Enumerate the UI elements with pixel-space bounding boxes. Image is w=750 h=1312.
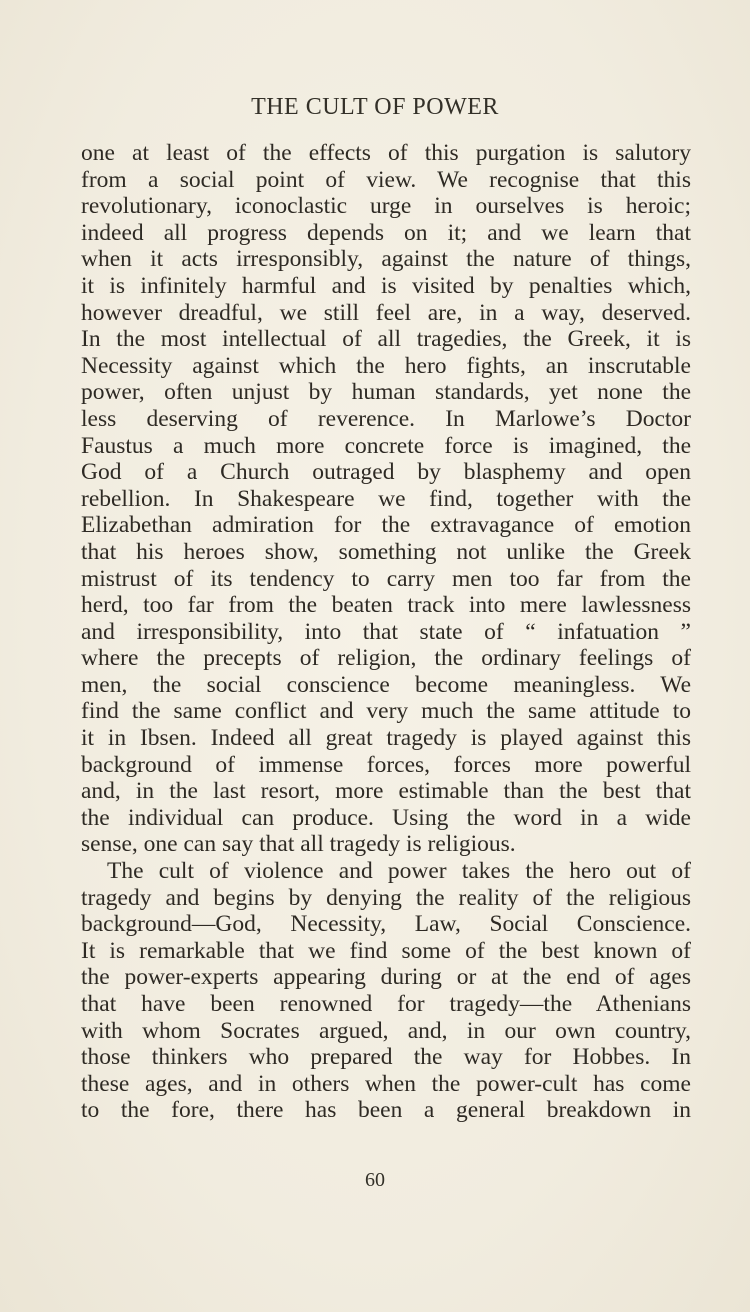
text-line: that have been renowned for tragedy—the Athenians	[81, 991, 691, 1017]
text-line: rebellion. In Shakespeare we find, together with the	[81, 485, 691, 512]
text-line: less deserving of reverence. In Marlowe’s Doctor	[81, 405, 691, 432]
paragraph-1	[81, 140, 691, 858]
paragraph-2	[81, 858, 691, 1124]
text-line: where the precepts of religion, the ordinary feelings of	[81, 645, 691, 672]
text-line: herd, too far from the beaten track into mere lawlessness	[81, 592, 691, 619]
text-line: revolutionary, iconoclastic urge in ourselves is heroic;	[81, 193, 691, 220]
text-line: that his heroes show, something not unlike the Greek	[81, 538, 691, 565]
text-line: God of a Church outraged by blasphemy and open	[81, 459, 691, 486]
text-line: background—God, Necessity, Law, Social Conscience.	[81, 911, 691, 938]
text-line: those thinkers who prepared the way for Hobbes. In	[81, 1044, 691, 1071]
running-head: THE CULT OF POWER	[251, 94, 499, 120]
text-line: indeed all progress depends on it; and we learn that	[81, 219, 691, 246]
text-line: power, often unjust by human standards, yet none the	[81, 379, 691, 406]
text-line: one at least of the effects of this purgation is salutory	[81, 140, 691, 166]
text-line: it is infinitely harmful and is visited by penalties which,	[81, 272, 691, 299]
text-line: tragedy and begins by denying the reality of the religious	[81, 884, 691, 911]
page-number: 60	[365, 1169, 385, 1191]
text-line: background of immense forces, forces more powerful	[81, 751, 691, 778]
text-line: these ages, and in others when the power-cult has come	[81, 1070, 691, 1097]
text-line: the individual can produce. Using the word in a wide	[81, 804, 691, 831]
body-text	[81, 140, 691, 1124]
text-line: with whom Socrates argued, and, in our own country,	[81, 1017, 691, 1044]
text-line: The cult of violence and power takes the hero out of	[107, 858, 691, 885]
text-line: to the fore, there has been a general breakdown in	[81, 1097, 691, 1124]
text-line: and, in the last resort, more estimable than the best that	[81, 778, 691, 805]
text-line: the power-experts appearing during or at the end of ages	[81, 964, 691, 991]
text-line: however dreadful, we still feel are, in a way, deserved.	[81, 299, 691, 326]
text-line: sense, one can say that all tragedy is religious.	[81, 831, 516, 858]
text-line: it in Ibsen. Indeed all great tragedy is played against this	[81, 725, 691, 752]
text-line: Faustus a much more concrete force is imagined, the	[81, 432, 691, 459]
text-line: It is remarkable that we find some of the best known of	[81, 937, 691, 964]
text-line: men, the social conscience become meaningless. We	[81, 671, 691, 698]
text-line: In the most intellectual of all tragedies, the Greek, it is	[81, 326, 691, 353]
text-line: mistrust of its tendency to carry men too far from the	[81, 565, 691, 592]
text-line: Necessity against which the hero fights, an inscrutable	[81, 352, 691, 379]
text-line: Elizabethan admiration for the extravagance of emotion	[81, 512, 691, 539]
text-line: from a social point of view. We recognise that this	[81, 166, 691, 193]
text-line: and irresponsibility, into that state of “ infatuation ”	[81, 618, 691, 645]
text-line: find the same conflict and very much the same attitude to	[81, 698, 691, 725]
text-line: when it acts irresponsibly, against the nature of things,	[81, 246, 691, 273]
